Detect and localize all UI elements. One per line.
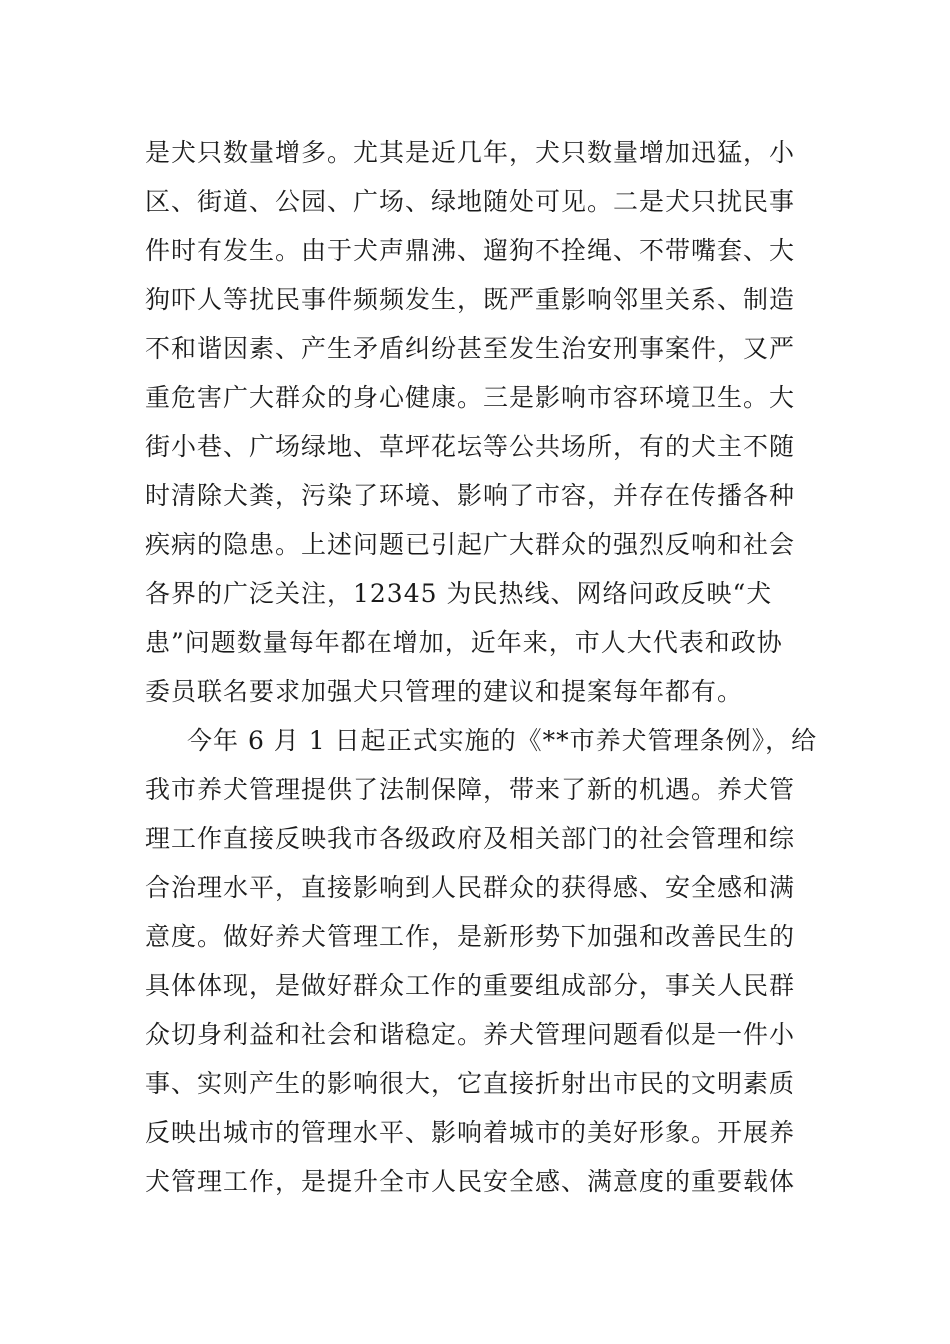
paragraph-1-line: 区、街道、公园、广场、绿地随处可见。二是犬只扰民事 [145, 187, 796, 216]
paragraph-1-line: 狗吓人等扰民事件频频发生，既严重影响邻里关系、制造 [145, 285, 796, 314]
paragraph-1-line: 不和谐因素、产生矛盾纠纷甚至发生治安刑事案件，又严 [145, 334, 796, 363]
paragraph-1-line: 各界的广泛关注，12345 为民热线、网络问政反映“犬 [145, 579, 773, 608]
paragraph-2-line: 意度。做好养犬管理工作，是新形势下加强和改善民生的 [145, 922, 796, 951]
paragraph-2-line: 理工作直接反映我市各级政府及相关部门的社会管理和综 [145, 824, 796, 853]
paragraph-2-line: 反映出城市的管理水平、影响着城市的美好形象。开展养 [145, 1118, 796, 1147]
paragraph-1-line: 重危害广大群众的身心健康。三是影响市容环境卫生。大 [145, 383, 796, 412]
paragraph-1-line: 是犬只数量增多。尤其是近几年，犬只数量增加迅猛，小 [145, 138, 796, 167]
paragraph-2-first-line: 今年 6 月 1 日起正式实施的《**市养犬管理条例》，给 [187, 726, 818, 755]
paragraph-1-line: 委员联名要求加强犬只管理的建议和提案每年都有。 [145, 677, 744, 706]
paragraph-1-line: 疾病的隐患。上述问题已引起广大群众的强烈反响和社会 [145, 530, 796, 559]
paragraph-2-line: 我市养犬管理提供了法制保障，带来了新的机遇。养犬管 [145, 775, 796, 804]
paragraph-2-line: 事、实则产生的影响很大，它直接折射出市民的文明素质 [145, 1069, 796, 1098]
document-body [145, 128, 825, 1206]
paragraph-1-line: 街小巷、广场绿地、草坪花坛等公共场所，有的犬主不随 [145, 432, 796, 461]
paragraph-1-line: 件时有发生。由于犬声鼎沸、遛狗不拴绳、不带嘴套、大 [145, 236, 796, 265]
paragraph-2-line: 具体体现，是做好群众工作的重要组成部分，事关人民群 [145, 971, 796, 1000]
paragraph-1-line: 患”问题数量每年都在增加，近年来，市人大代表和政协 [145, 628, 783, 657]
paragraph-1-line: 时清除犬粪，污染了环境、影响了市容，并存在传播各种 [145, 481, 796, 510]
paragraph-2-line: 众切身利益和社会和谐稳定。养犬管理问题看似是一件小 [145, 1020, 796, 1049]
paragraph-2-line: 犬管理工作，是提升全市人民安全感、满意度的重要载体 [145, 1167, 796, 1196]
paragraph-2-line: 合治理水平，直接影响到人民群众的获得感、安全感和满 [145, 873, 796, 902]
